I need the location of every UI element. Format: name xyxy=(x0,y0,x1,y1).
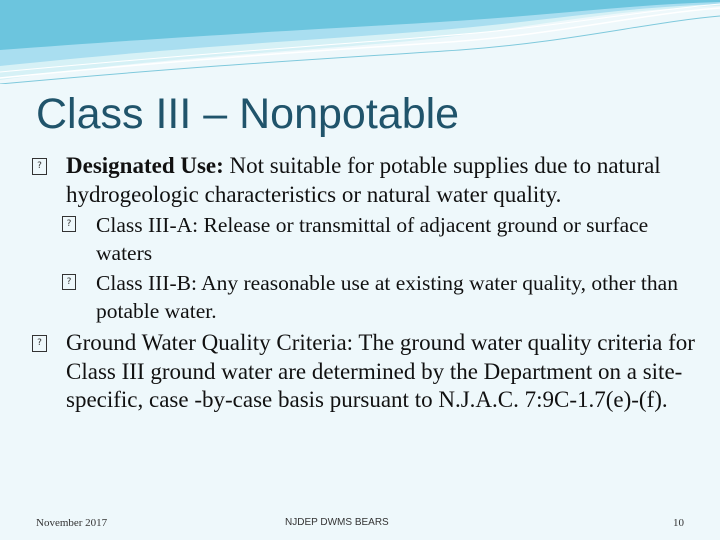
missing-glyph-box-icon: ? xyxy=(62,274,76,290)
slide-title: Class III – Nonpotable xyxy=(36,90,460,138)
bullet-term: Designated Use: xyxy=(66,153,224,178)
bullet-text: Class III-B: Any reasonable use at existing water quality, other than potable water. xyxy=(96,271,678,323)
missing-glyph-box-icon: ? xyxy=(32,335,47,352)
bullet-designated-use xyxy=(30,152,700,209)
bullet-class-iii-b xyxy=(60,269,700,325)
bullet-text: Ground Water Quality Criteria: The ground water quality criteria for Class III ground water are determined by the Department on a site-specific, case -by-case basis pursuant to N.J.A.C. 7:9C-1.7(e)-(f). xyxy=(66,330,695,412)
bullet-class-iii-a xyxy=(60,211,700,267)
footer-organization: NJDEP DWMS BEARS xyxy=(285,517,389,528)
slide-content xyxy=(30,152,700,415)
footer-page-number: 10 xyxy=(673,517,684,529)
bullet-text: Class III-A: Release or transmittal of adjacent ground or surface waters xyxy=(96,213,649,265)
missing-glyph-box-icon: ? xyxy=(32,158,47,175)
bullet-text: Not suitable for potable supplies due to natural hydrogeologic characteristics or natural water quality. xyxy=(66,153,661,207)
missing-glyph-box-icon: ? xyxy=(62,216,76,232)
footer-date: November 2017 xyxy=(36,517,108,529)
bullet-quality-criteria xyxy=(30,329,700,415)
header-wave-decoration xyxy=(0,0,720,84)
